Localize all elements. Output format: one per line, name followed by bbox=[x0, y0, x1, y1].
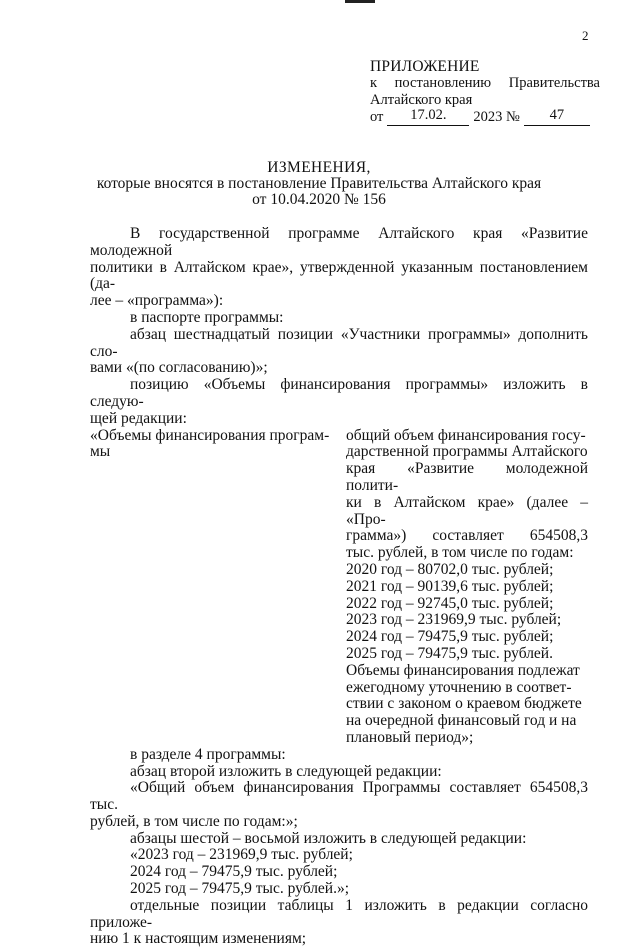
document-body bbox=[90, 226, 588, 948]
title-line-2: от 10.04.2020 № 156 bbox=[252, 191, 386, 208]
table-line: края «Развитие молодежной полити- bbox=[346, 460, 588, 494]
section4-line-6: 2024 год – 79475,9 тыс. рублей; bbox=[130, 863, 338, 881]
year-line: 2021 год – 90139,6 тыс. рублей; bbox=[346, 577, 554, 595]
paragraph-2: в паспорте программы: bbox=[130, 308, 284, 326]
number-field: 47 bbox=[524, 110, 590, 126]
financing-table-label: «Объемы финансирования програм- мы bbox=[90, 426, 330, 461]
section4-line-3: «Общий объем финансирования Программы составляет 654508,3 тыс. рублей, в том числе по годам:»; bbox=[90, 779, 588, 830]
date-field: 17.02. bbox=[387, 110, 469, 126]
paragraph-3: абзац шестнадцатый позиции «Участники программы» дополнить сло- вами «(по согласованию)»; bbox=[90, 325, 588, 377]
year-line: 2023 год – 231969,9 тыс. рублей; bbox=[346, 611, 562, 629]
year-line: 2022 год – 92745,0 тыс. рублей; bbox=[346, 594, 554, 612]
scan-artifact bbox=[345, 0, 375, 3]
table-line: тыс. рублей, в том числе по годам: bbox=[346, 544, 574, 562]
title-line-1: которые вносятся в постановление Правительства Алтайского края bbox=[96, 175, 542, 192]
section4-line-4: абзацы шестой – восьмой изложить в следующей редакции: bbox=[130, 829, 527, 847]
note-line: ежегодному уточнению в соответ- bbox=[346, 678, 572, 696]
note-line: ствии с законом о краевом бюджете bbox=[346, 695, 582, 713]
note-line: на очередной финансовый год и на bbox=[346, 712, 577, 730]
appendix-heading: ПРИЛОЖЕНИЕ bbox=[370, 58, 480, 75]
table-line: общий объем финансирования госу- bbox=[346, 426, 586, 444]
year-line: 2025 год – 79475,9 тыс. рублей. bbox=[346, 644, 553, 662]
section4-line-2: абзац второй изложить в следующей редакции: bbox=[130, 762, 442, 780]
paragraph-1: В государственной программе Алтайского края «Развитие молодежной политики в Алтайском крае», утвержденной указанным постановлением (да- лее – «программа»): bbox=[90, 225, 588, 310]
section4-line-7: 2025 год – 79475,9 тыс. рублей.»; bbox=[130, 880, 350, 898]
document-title bbox=[80, 160, 558, 208]
section4-line-8: отдельные позиции таблицы 1 изложить в редакции согласно приложе- нию 1 к настоящим изменениям; bbox=[90, 896, 588, 948]
section4-line-1: в разделе 4 программы: bbox=[130, 745, 286, 763]
note-line: плановый период»; bbox=[346, 728, 474, 746]
table-line: грамма») составляет 654508,3 bbox=[346, 527, 588, 545]
table-line: дарственной программы Алтайского bbox=[346, 443, 588, 461]
note-line: Объемы финансирования подлежат bbox=[346, 661, 580, 679]
year-line: 2024 год – 79475,9 тыс. рублей; bbox=[346, 628, 554, 646]
appendix-date-line: от 17.02. 2023 № 47 bbox=[370, 109, 600, 126]
appendix-line-2: Алтайского края bbox=[370, 92, 473, 108]
title-heading: ИЗМЕНЕНИЯ, bbox=[267, 159, 371, 176]
appendix-stamp bbox=[370, 58, 600, 126]
section4-line-5: «2023 год – 231969,9 тыс. рублей; bbox=[130, 846, 353, 864]
year-line: 2020 год – 80702,0 тыс. рублей; bbox=[346, 560, 554, 578]
paragraph-4: позицию «Объемы финансирования программы» изложить в следую- щей редакции: bbox=[90, 376, 588, 427]
financing-table-value bbox=[346, 428, 588, 747]
financing-table bbox=[90, 428, 588, 747]
table-line: ки в Алтайском крае» (далее – «Про- bbox=[346, 493, 588, 528]
appendix-line-1: к постановлению Правительства bbox=[370, 75, 600, 91]
page-number: 2 bbox=[582, 28, 589, 43]
